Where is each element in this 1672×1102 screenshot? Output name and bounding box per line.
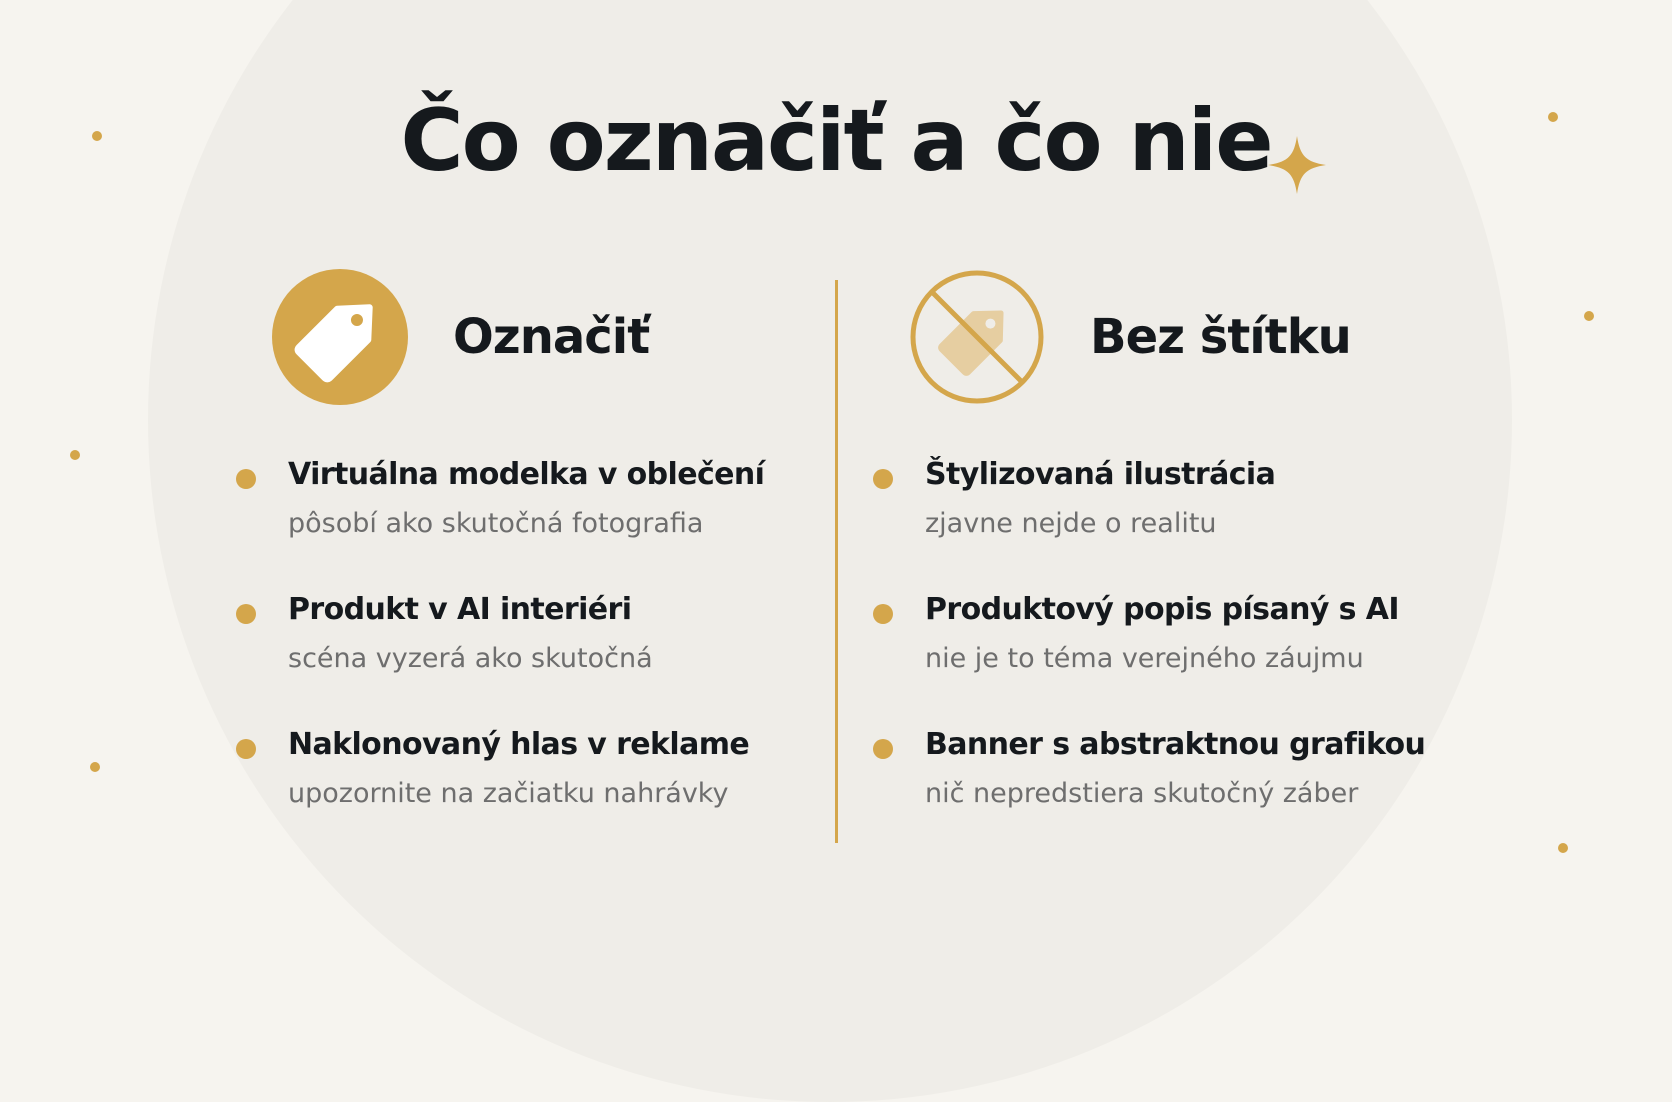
list-item	[873, 720, 1433, 855]
item-title: Naklonovaný hlas v reklame	[288, 727, 750, 762]
bullet	[873, 604, 893, 624]
bullet	[236, 739, 256, 759]
label-column-title: Označiť	[453, 309, 650, 365]
column-divider	[835, 280, 838, 843]
bullet	[236, 604, 256, 624]
item-title: Produkt v AI interiéri	[288, 592, 632, 627]
decorative-dot	[70, 450, 80, 460]
no-label-column-header	[873, 267, 1433, 407]
item-description: pôsobí ako skutočná fotografia	[288, 508, 704, 539]
decorative-dot	[90, 762, 100, 772]
list-item	[236, 450, 796, 585]
list-item	[873, 585, 1433, 720]
item-title: Banner s abstraktnou grafikou	[925, 727, 1426, 762]
no-label-list	[873, 450, 1433, 855]
label-list	[236, 450, 796, 855]
page-title: Čo označiť a čo nie	[400, 91, 1272, 191]
decorative-dot	[1558, 843, 1568, 853]
label-column	[236, 267, 796, 855]
item-description: scéna vyzerá ako skutočná	[288, 643, 653, 674]
list-item	[236, 585, 796, 720]
sparkle-icon	[1264, 132, 1330, 198]
item-title: Štylizovaná ilustrácia	[925, 457, 1276, 492]
item-description: nič nepredstiera skutočný záber	[925, 778, 1359, 809]
label-column-header	[236, 267, 796, 407]
item-description: zjavne nejde o realitu	[925, 508, 1217, 539]
item-title: Virtuálna modelka v oblečení	[288, 457, 765, 492]
no-tag-icon	[909, 269, 1045, 405]
item-title: Produktový popis písaný s AI	[925, 592, 1399, 627]
item-description: nie je to téma verejného záujmu	[925, 643, 1364, 674]
bullet	[873, 469, 893, 489]
decorative-dot	[1584, 311, 1594, 321]
tag-icon	[272, 269, 408, 405]
list-item	[236, 720, 796, 855]
no-label-column	[873, 267, 1433, 855]
list-item	[873, 450, 1433, 585]
bullet	[873, 739, 893, 759]
item-description: upozornite na začiatku nahrávky	[288, 778, 729, 809]
bullet	[236, 469, 256, 489]
no-label-column-title: Bez štítku	[1090, 309, 1351, 365]
